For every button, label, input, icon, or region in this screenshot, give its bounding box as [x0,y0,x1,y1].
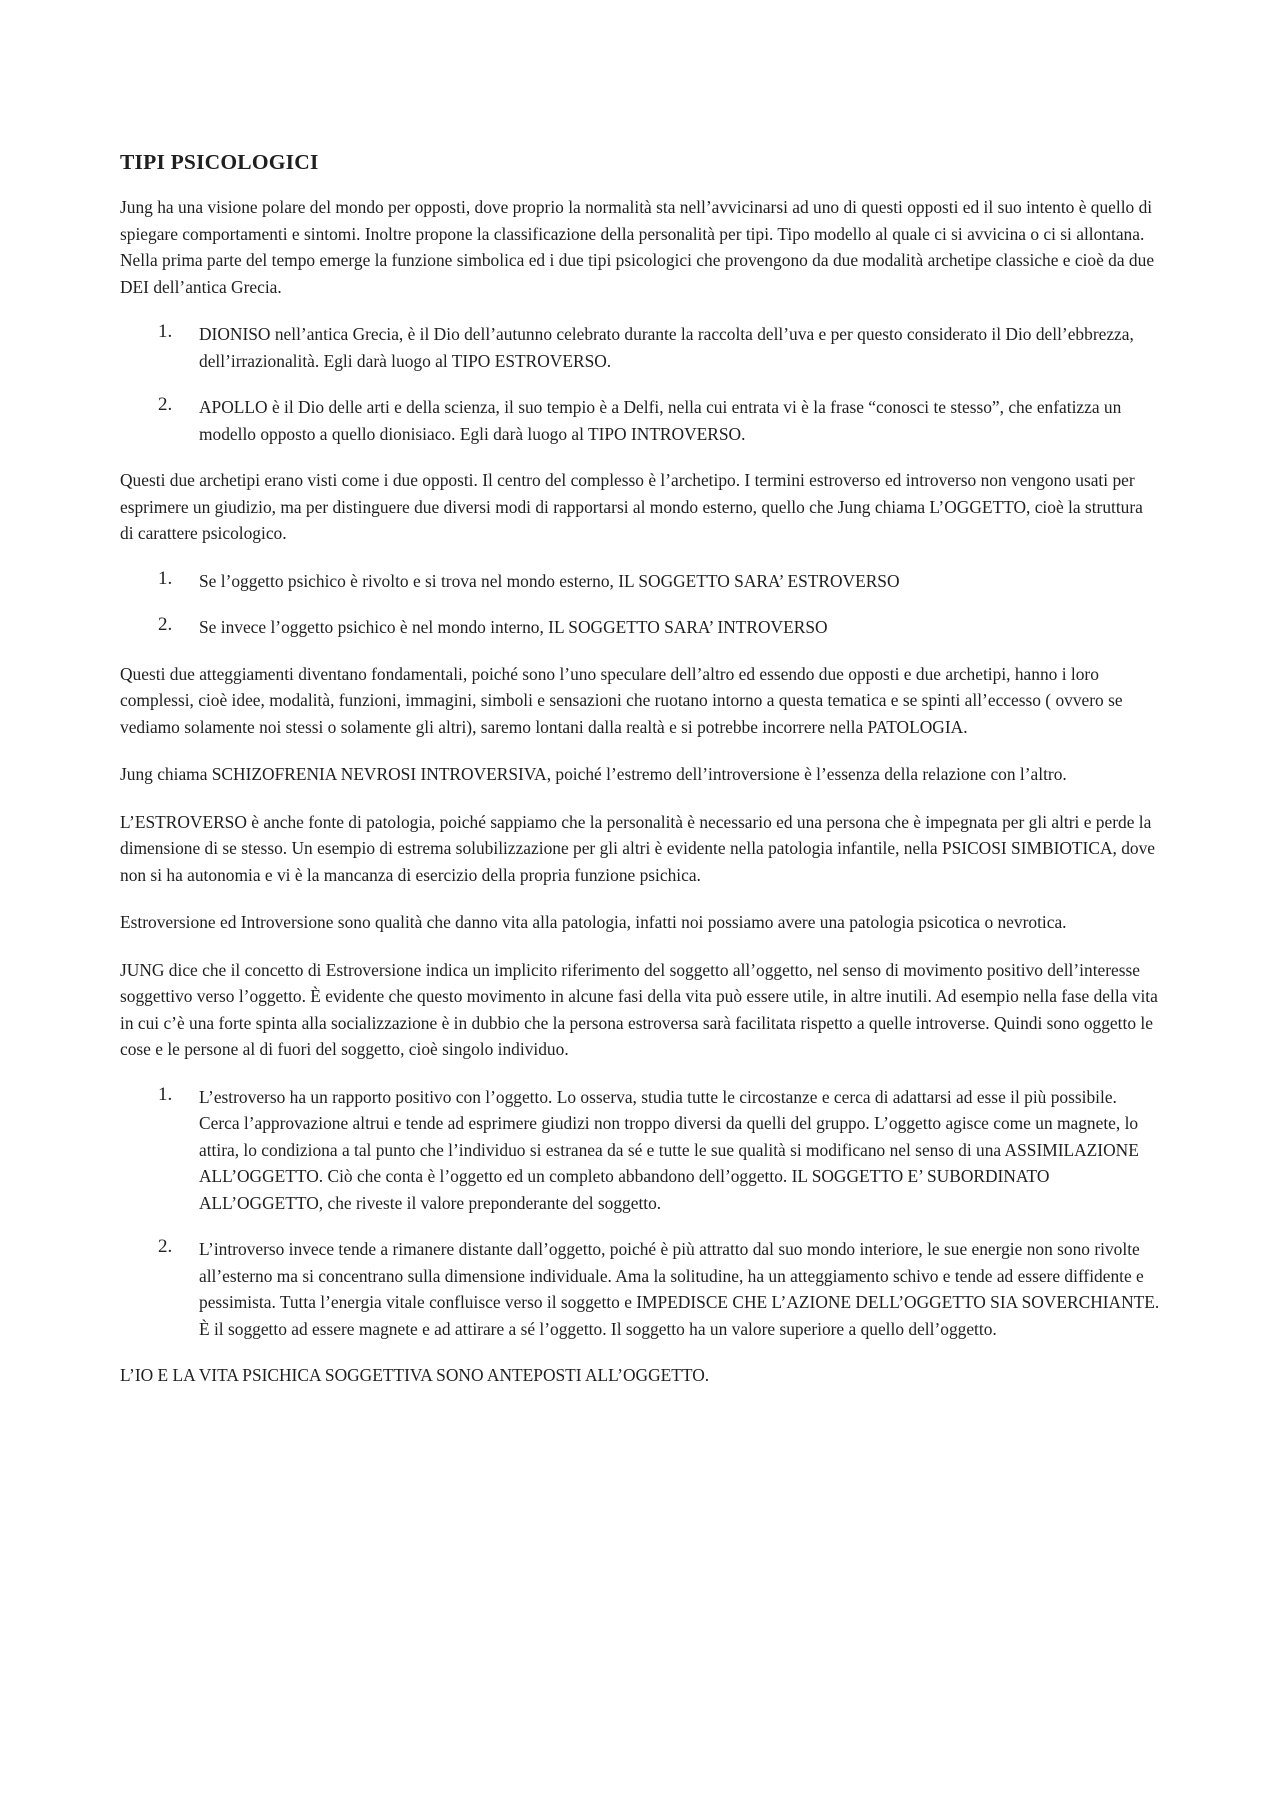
paragraph-conclusion: L’IO E LA VITA PSICHICA SOGGETTIVA SONO ANTEPOSTI ALL’OGGETTO. [120,1365,710,1385]
list-number: 1. [158,1083,173,1105]
list-item [120,614,1160,641]
list-gods [120,321,1160,447]
list-types [120,1084,1160,1343]
paragraph-attitudes: Questi due atteggiamenti diventano fondamentali, poiché sono l’uno speculare dell’altro ed essendo due opposti e due archetipi, hanno i loro complessi, cioè idee, modalità, funzioni, immagini, simboli e sensazioni che ruotano intorno a questa tematica e se spinti all’eccesso ( ovvero se vediamo solamente noi stessi o solamente gli altri), saremo lontani dalla realtà e si potrebbe incorrere nella PATOLOGIA. [120,663,1123,737]
list-item [120,321,1160,374]
list-number: 2. [158,614,173,635]
list-item-text: Se invece l’oggetto psichico è nel mondo interno, IL SOGGETTO SARA’ INTROVERSO [199,617,828,637]
list-item [120,1084,1160,1217]
list-number: 2. [158,394,173,415]
document-page [120,150,1160,1410]
list-number: 2. [158,1236,173,1257]
list-item [120,568,1160,595]
list-item-text: Se l’oggetto psichico è rivolto e si trova nel mondo esterno, IL SOGGETTO SARA’ ESTROVERSO [199,570,900,591]
paragraph-archetypes: Questi due archetipi erano visti come i due opposti. Il centro del complesso è l’archetipo. I termini estroverso ed introverso non vengono usati per esprimere un giudizio, ma per distinguere due diversi modi di rapportarsi al mondo esterno, quello che Jung chiama L’OGGETTO, cioè la struttura di carattere psicologico. [120,470,1143,543]
list-number: 1. [158,321,173,342]
paragraph-intro: Jung ha una visione polare del mondo per opposti, dove proprio la normalità sta nell’avvicinarsi ad uno di questi opposti ed il suo intento è quello di spiegare comportamenti e sintomi. Inoltre propone la classificazione della personalità per tipi. Tipo modello al quale ci si avvicina o ci si allontana. Nella prima parte del tempo emerge la funzione simbolica ed i due tipi psicologici che provengono da due modalità archetipe classiche e cioè da due DEI dell’antica Grecia. [120,197,1155,297]
list-item-text: L’estroverso ha un rapporto positivo con l’oggetto. Lo osserva, studia tutte le circostanze e cerca di adattarsi ad esse il più possibile. Cerca l’approvazione altrui e tende ad esprimere giudizi non troppo diversi da quelli del gruppo. L’oggetto agisce come un magnete, lo attira, lo condiziona a tal punto che l’individuo si estranea da sé e tutte le sue qualità si modificano nel senso di una ASSIMILAZIONE ALL’OGGETTO. Ciò che conta è l’oggetto ed un completo abbandono dell’oggetto. IL SOGGETTO E’ SUBORDINATO ALL’OGGETTO, che riveste il valore preponderante del soggetto. [199,1086,1139,1213]
list-number: 1. [158,567,173,589]
document-title: TIPI PSICOLOGICI [120,150,319,174]
list-item [120,394,1160,447]
paragraph-schizophrenia: Jung chiama SCHIZOFRENIA NEVROSI INTROVERSIVA, poiché l’estremo dell’introversione è l’essenza della relazione con l’altro. [120,764,1067,784]
paragraph-qualities: Estroversione ed Introversione sono qualità che danno vita alla patologia, infatti noi possiamo avere una patologia psicotica o nevrotica. [120,912,1067,932]
list-item [120,1236,1160,1342]
paragraph-extroversion-concept: JUNG dice che il concetto di Estroversione indica un implicito riferimento del soggetto all’oggetto, nel senso di movimento positivo dell’interesse soggettivo verso l’oggetto. È evidente che questo movimento in alcune fasi della vita può essere utile, in altre inutili. Ad esempio nella fase della vita in cui c’è una forte spinta alla socializzazione è in dubbio che la persona estroversa sarà facilitata rispetto a quelle introverse. Quindi sono oggetto le cose e le persone al di fuori del soggetto, cioè singolo individuo. [120,959,1158,1059]
list-item-text: APOLLO è il Dio delle arti e della scienza, il suo tempio è a Delfi, nella cui entrata vi è la frase “conosci te stesso”, che enfatizza un modello opposto a quello dionisiaco. Egli darà luogo al TIPO INTROVERSO. [199,397,1122,444]
list-item-text: DIONISO nell’antica Grecia, è il Dio dell’autunno celebrato durante la raccolta dell’uva e per questo considerato il Dio dell’ebbrezza, dell’irrazionalità. Egli darà luogo al TIPO ESTROVERSO. [199,324,1134,371]
list-subject [120,568,1160,641]
list-item-text: L’introverso invece tende a rimanere distante dall’oggetto, poiché è più attratto dal suo mondo interiore, le sue energie non sono rivolte all’esterno ma si concentrano sulla dimensione individuale. Ama la solitudine, ha un atteggiamento schivo e tende ad essere diffidente e pessimista. Tutta l’energia vitale confluisce verso il soggetto e IMPEDISCE CHE L’AZIONE DELL’OGGETTO SIA SOVERCHIANTE. È il soggetto ad essere magnete e ad attirare a sé l’oggetto. Il soggetto ha un valore superiore a quello dell’oggetto. [199,1239,1160,1339]
paragraph-extrovert-pathology: L’ESTROVERSO è anche fonte di patologia, poiché sappiamo che la personalità è necessario ed una persona che è impegnata per gli altri e perde la dimensione di se stesso. Un esempio di estrema solubilizzazione per gli altri è evidente nella patologia infantile, nella PSICOSI SIMBIOTICA, dove non si ha autonomia e vi è la mancanza di esercizio della propria funzione psichica. [120,811,1155,885]
